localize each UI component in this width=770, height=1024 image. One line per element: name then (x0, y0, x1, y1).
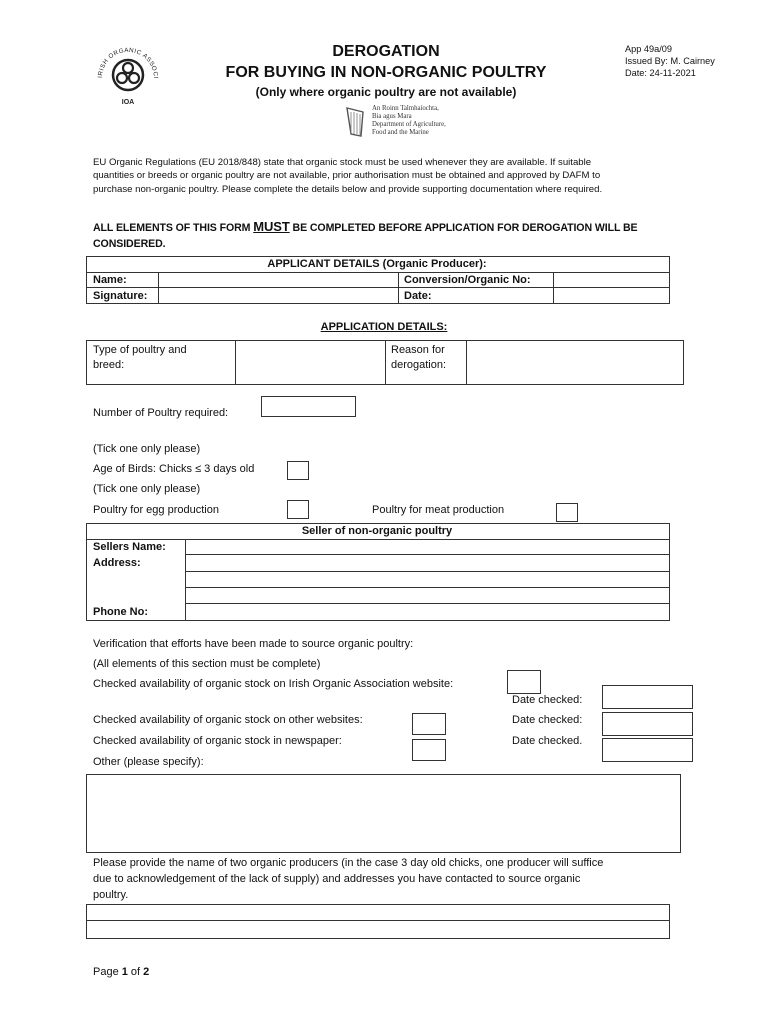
reason-label-line1: Reason for (391, 344, 445, 356)
ioa-logo-abbr: IOA (121, 99, 135, 106)
date-checked-label-3: Date checked. (512, 735, 583, 747)
seller-name-label: Sellers Name: (93, 541, 166, 553)
applicant-name-field[interactable] (159, 273, 397, 287)
doc-ref: App 49a/09 (625, 44, 673, 54)
conversion-no-label: Conversion/Organic No: (404, 274, 531, 286)
producers-line1: Please provide the name of two organic producers (in the case 3 day old chicks, one producer will suffice (93, 857, 604, 869)
applicant-date-field[interactable] (554, 288, 668, 302)
newspaper-checkbox[interactable] (412, 739, 446, 761)
dafm-line4: Food and the Marine (372, 129, 429, 136)
meat-production-checkbox[interactable] (556, 503, 578, 522)
dafm-logo (343, 104, 483, 140)
poultry-type-label-line1: Type of poultry and (93, 344, 187, 356)
issued-by: Issued By: M. Cairney (625, 56, 715, 66)
other-specify-label: Other (please specify): (93, 756, 204, 768)
reason-label (391, 343, 446, 373)
mandatory-notice (93, 219, 638, 252)
date-checked-field-3[interactable] (602, 738, 693, 762)
page-total: 2 (143, 966, 150, 978)
applicant-name-label: Name: (93, 274, 127, 286)
intro-text (93, 156, 602, 196)
poultry-type-label-line2: breed: (93, 359, 125, 371)
page-title-line2: FOR BUYING IN NON-ORGANIC POULTRY (225, 64, 547, 81)
poultry-type-field[interactable] (236, 341, 385, 383)
applicant-heading: APPLICANT DETAILS (Organic Producer): (267, 258, 487, 270)
page-subtitle: (Only where organic poultry are not available) (255, 85, 517, 99)
poultry-number-input[interactable] (261, 396, 356, 417)
conversion-no-field[interactable] (554, 273, 668, 287)
reason-field[interactable] (467, 341, 682, 383)
tick-note-2: (Tick one only please) (93, 483, 201, 495)
ioa-website-check-label: Checked availability of organic stock on Irish Organic Association website: (93, 678, 454, 690)
seller-address-label: Address: (93, 557, 141, 569)
seller-phone-label: Phone No: (93, 606, 148, 618)
producers-line3: poultry. (93, 889, 129, 901)
notice-part1: ALL ELEMENTS OF THIS FORM (93, 222, 254, 234)
page-title-line1: DEROGATION (332, 43, 440, 60)
producers-line2: due to acknowledgement of the lack of supply) and addresses you have contacted to source organic (93, 873, 581, 885)
producer-row-1[interactable] (87, 905, 668, 920)
issue-date: Date: 24-11-2021 (625, 68, 696, 78)
ioa-logo (92, 44, 164, 108)
meat-production-label: Poultry for meat production (372, 504, 505, 516)
notice-line2: CONSIDERED. (93, 238, 166, 250)
poultry-number-label: Number of Poultry required: (93, 407, 229, 419)
signature-label: Signature: (93, 290, 148, 302)
ioa-website-checkbox[interactable] (507, 670, 541, 694)
page-of: of (127, 966, 144, 978)
applicant-date-label: Date: (404, 290, 432, 302)
page-prefix: Page (93, 966, 122, 978)
reason-label-line2: derogation: (391, 359, 447, 371)
date-checked-label-1: Date checked: (512, 694, 583, 706)
page-current: 1 (121, 966, 128, 978)
other-websites-checkbox[interactable] (412, 713, 446, 735)
date-checked-field-1[interactable] (602, 685, 693, 709)
intro-line3: purchase non-organic poultry. Please complete the details below and provide supporting documentation where required. (93, 183, 603, 195)
dafm-line2: Bia agus Mara (372, 113, 412, 120)
poultry-type-label (93, 343, 187, 373)
date-checked-label-2: Date checked: (512, 714, 583, 726)
seller-phone-field[interactable] (186, 604, 668, 619)
harp-icon (343, 106, 367, 138)
verification-intro: Verification that efforts have been made to source organic poultry: (93, 638, 414, 650)
intro-line1: EU Organic Regulations (EU 2018/848) state that organic stock must be used whenever they are available. If suitable (93, 157, 592, 168)
tick-note-1: (Tick one only please) (93, 443, 201, 455)
date-checked-field-2[interactable] (602, 712, 693, 736)
other-websites-check-label: Checked availability of organic stock on other websites: (93, 714, 363, 726)
ioa-logo-ring-text: IRISH ORGANIC ASSOCI (96, 46, 160, 79)
seller-name-field[interactable] (186, 540, 668, 554)
application-heading: APPLICATION DETAILS: (320, 321, 448, 333)
page-number (93, 966, 149, 978)
signature-field[interactable] (159, 288, 397, 302)
verification-note: (All elements of this section must be complete) (93, 658, 321, 670)
producer-row-2[interactable] (87, 921, 668, 936)
age-label: Age of Birds: Chicks ≤ 3 days old (93, 463, 255, 475)
notice-must: MUST (253, 219, 290, 234)
other-specify-textarea[interactable] (86, 774, 681, 853)
dafm-line1: An Roinn Talmhaíochta, (372, 105, 439, 112)
intro-line2: quantities or breeds or organic poultry are not available, prior authorisation must be obtained and approved by DAFM to (93, 170, 601, 182)
dafm-line3: Department of Agriculture, (372, 121, 446, 128)
chicks-checkbox[interactable] (287, 461, 309, 480)
newspaper-check-label: Checked availability of organic stock in newspaper: (93, 735, 342, 747)
seller-address-field[interactable] (186, 555, 668, 603)
seller-heading: Seller of non-organic poultry (301, 525, 453, 537)
notice-part2: BE COMPLETED BEFORE APPLICATION FOR DEROGATION WILL BE (289, 222, 638, 234)
egg-production-label: Poultry for egg production (93, 504, 219, 516)
egg-production-checkbox[interactable] (287, 500, 309, 519)
producers-instructions (93, 855, 603, 903)
